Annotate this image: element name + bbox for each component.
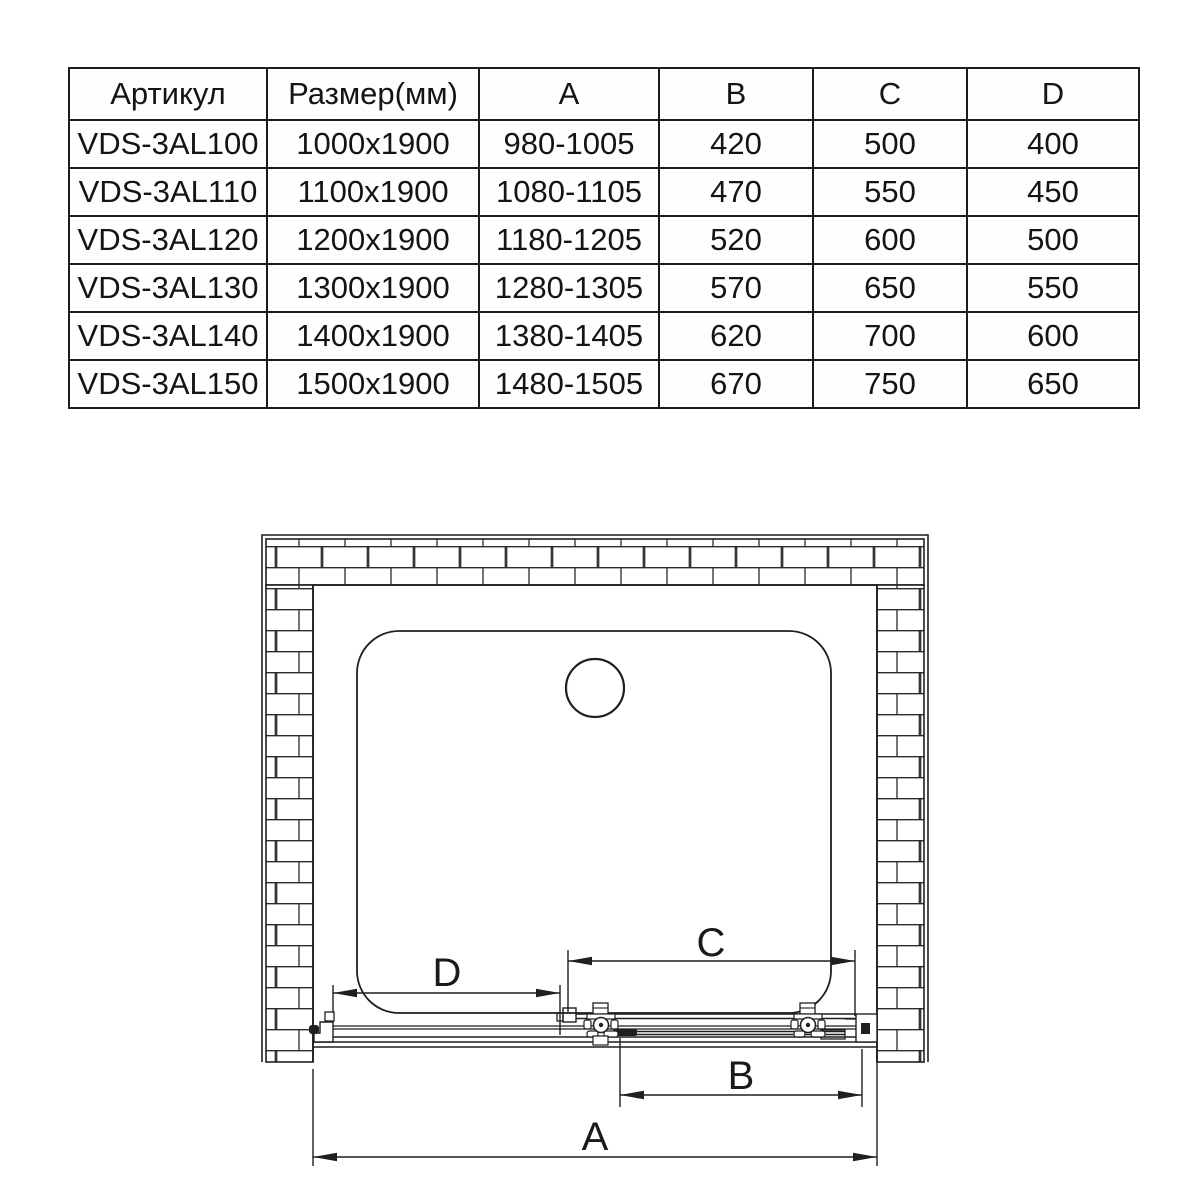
table-cell: 550 bbox=[967, 264, 1139, 312]
table-cell: 1300x1900 bbox=[267, 264, 479, 312]
table-cell: VDS-3AL120 bbox=[69, 216, 267, 264]
table-cell: VDS-3AL130 bbox=[69, 264, 267, 312]
table-cell: 1280-1305 bbox=[479, 264, 659, 312]
table-cell: 1080-1105 bbox=[479, 168, 659, 216]
table-cell: 650 bbox=[967, 360, 1139, 408]
shower-tray bbox=[357, 631, 831, 1013]
dimension-c bbox=[568, 921, 855, 1016]
door-assembly bbox=[309, 1003, 877, 1047]
table-cell: 650 bbox=[813, 264, 967, 312]
drain-circle bbox=[566, 659, 624, 717]
dim-label-c: C bbox=[696, 921, 726, 965]
table-cell: 450 bbox=[967, 168, 1139, 216]
dimension-b bbox=[620, 1038, 862, 1107]
wall-outer-contour bbox=[262, 535, 928, 1062]
table-cell: 550 bbox=[813, 168, 967, 216]
table-cell: VDS-3AL110 bbox=[69, 168, 267, 216]
table-cell: 520 bbox=[659, 216, 813, 264]
table-cell: 980-1005 bbox=[479, 120, 659, 168]
wall-top-band bbox=[266, 539, 924, 585]
roller-right bbox=[791, 1003, 825, 1037]
table-cell: 1480-1505 bbox=[479, 360, 659, 408]
roller-left bbox=[584, 1003, 618, 1045]
table-cell: 1200x1900 bbox=[267, 216, 479, 264]
room-outline bbox=[313, 585, 877, 1062]
table-cell: 700 bbox=[813, 312, 967, 360]
dim-label-b: B bbox=[727, 1054, 755, 1098]
wall-left-column bbox=[266, 585, 313, 1062]
table-cell: 500 bbox=[813, 120, 967, 168]
table-cell: 600 bbox=[813, 216, 967, 264]
header-article: Артикул bbox=[69, 68, 267, 120]
table-cell: 750 bbox=[813, 360, 967, 408]
table-cell: 500 bbox=[967, 216, 1139, 264]
header-dim-d: D bbox=[967, 68, 1139, 120]
dimension-a bbox=[313, 1049, 877, 1166]
header-dim-b: B bbox=[659, 68, 813, 120]
header-dim-c: C bbox=[813, 68, 967, 120]
dim-label-d: D bbox=[432, 951, 462, 995]
table-cell: 1000x1900 bbox=[267, 120, 479, 168]
table-cell: 1180-1205 bbox=[479, 216, 659, 264]
table-cell: 400 bbox=[967, 120, 1139, 168]
table-cell: 470 bbox=[659, 168, 813, 216]
wall-right-column bbox=[877, 585, 924, 1062]
table-cell: VDS-3AL140 bbox=[69, 312, 267, 360]
table-cell: VDS-3AL150 bbox=[69, 360, 267, 408]
table-cell: 1500x1900 bbox=[267, 360, 479, 408]
brick-wall bbox=[262, 535, 928, 1062]
table-cell: 420 bbox=[659, 120, 813, 168]
track-end-block bbox=[563, 1008, 576, 1022]
table-cell: 600 bbox=[967, 312, 1139, 360]
table-cell: 1100x1900 bbox=[267, 168, 479, 216]
table-cell: 620 bbox=[659, 312, 813, 360]
table-cell: 1400x1900 bbox=[267, 312, 479, 360]
dimension-d bbox=[333, 951, 560, 1035]
header-size: Размер(мм) bbox=[267, 68, 479, 120]
header-dim-a: A bbox=[479, 68, 659, 120]
table-cell: 1380-1405 bbox=[479, 312, 659, 360]
table-cell: VDS-3AL100 bbox=[69, 120, 267, 168]
table-cell: 670 bbox=[659, 360, 813, 408]
table-cell: 570 bbox=[659, 264, 813, 312]
dim-label-a: A bbox=[581, 1115, 609, 1159]
